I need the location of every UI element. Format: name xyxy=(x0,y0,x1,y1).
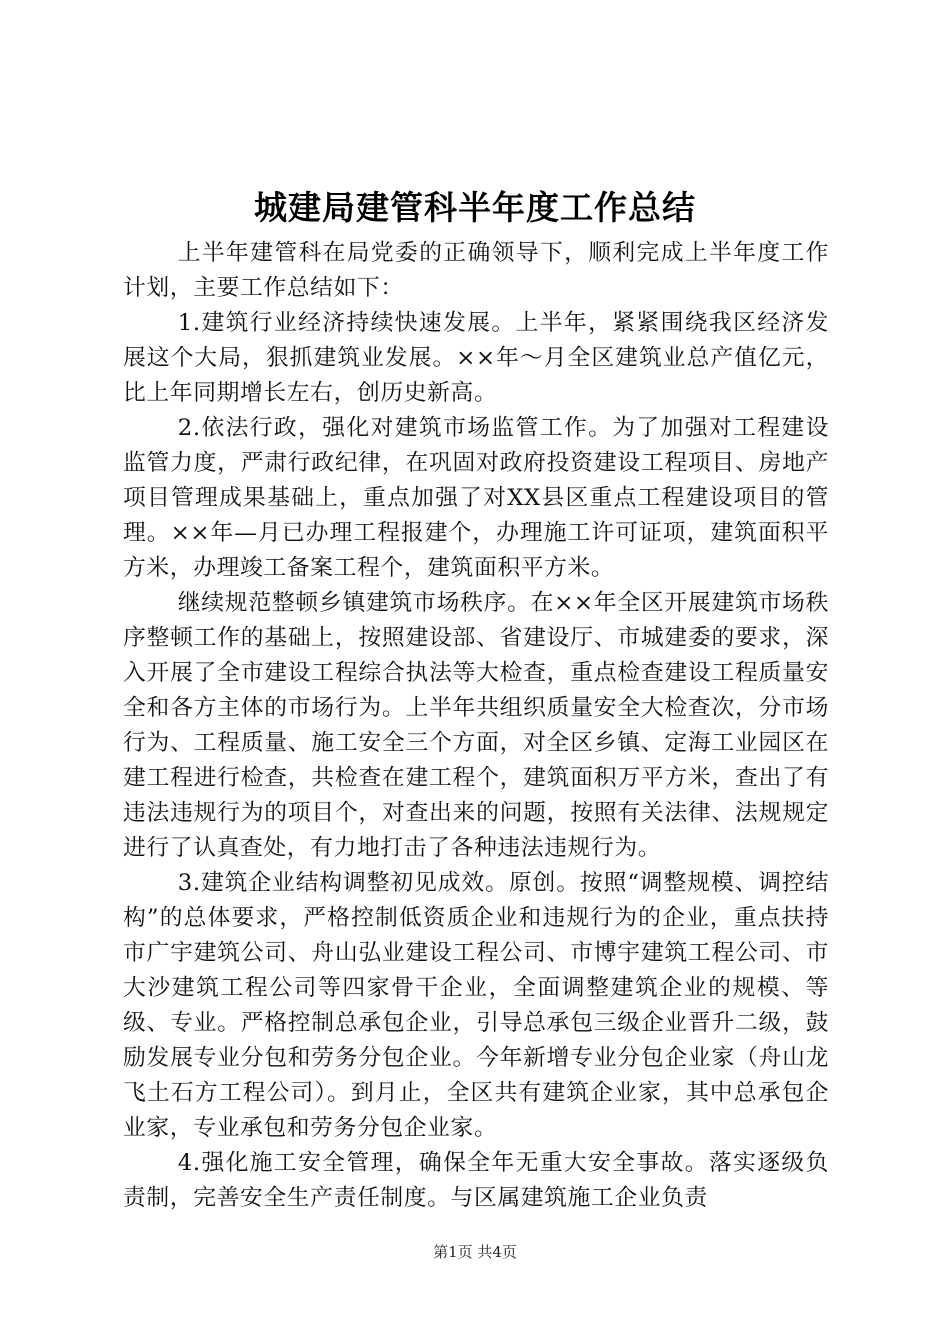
paragraph-item-2: 2.依法行政，强化对建筑市场监管工作。为了加强对工程建设监管力度，严肃行政纪律，在巩固对政府投资建设工程项目、房地产项目管理成果基础上，重点加强了对XX县区重点工程建设项目的管理。××年—月已办理工程报建个，办理施工许可证项，建筑面积平方米，办理竣工备案工程个，建筑面积平方米。 xyxy=(123,415,829,581)
document-title: 城建局建管科半年度工作总结 xyxy=(254,188,696,227)
paragraph-item-1: 1.建筑行业经济持续快速发展。上半年，紧紧围绕我区经济发展这个大局，狠抓建筑业发展。××年～月全区建筑业总产值亿元，比上年同期增长左右，创历史新高。 xyxy=(123,310,829,406)
paragraph-item-3: 3.建筑企业结构调整初见成效。原创。按照“调整规模、调控结构”的总体要求，严格控制低资质企业和违规行为的企业，重点扶持市广宇建筑公司、舟山弘业建设工程公司、市博宇建筑工程公司、市大沙建筑工程公司等四家骨干企业，全面调整建筑企业的规模、等级、专业。严格控制总承包企业，引导总承包三级企业晋升二级，鼓励发展专业分包和劳务分包企业。今年新增专业分包企业家（舟山龙飞土石方工程公司）。到月止，全区共有建筑企业家，其中总承包企业家，专业承包和劳务分包企业家。 xyxy=(123,870,829,1141)
paragraph-market-order: 继续规范整顿乡镇建筑市场秩序。在××年全区开展建筑市场秩序整顿工作的基础上，按照建设部、省建设厅、市城建委的要求，深入开展了全市建设工程综合执法等大检查，重点检查建设工程质量安全和各方主体的市场行为。上半年共组织质量安全大检查次，分市场行为、工程质量、施工安全三个方面，对全区乡镇、定海工业园区在建工程进行检查，共检查在建工程个，建筑面积万平方米，查出了有违法违规行为的项目个，对查出来的问题，按照有关法律、法规规定进行了认真查处，有力地打击了各种违法违规行为。 xyxy=(123,590,829,861)
document-body xyxy=(123,236,829,1216)
paragraph-intro: 上半年建管科在局党委的正确领导下，顺利完成上半年度工作计划，主要工作总结如下： xyxy=(123,240,829,301)
page-number-footer: 第1页 共4页 xyxy=(433,1243,517,1261)
paragraph-item-4: 4.强化施工安全管理，确保全年无重大安全事故。落实逐级负责制，完善安全生产责任制度。与区属建筑施工企业负责 xyxy=(123,1150,829,1211)
